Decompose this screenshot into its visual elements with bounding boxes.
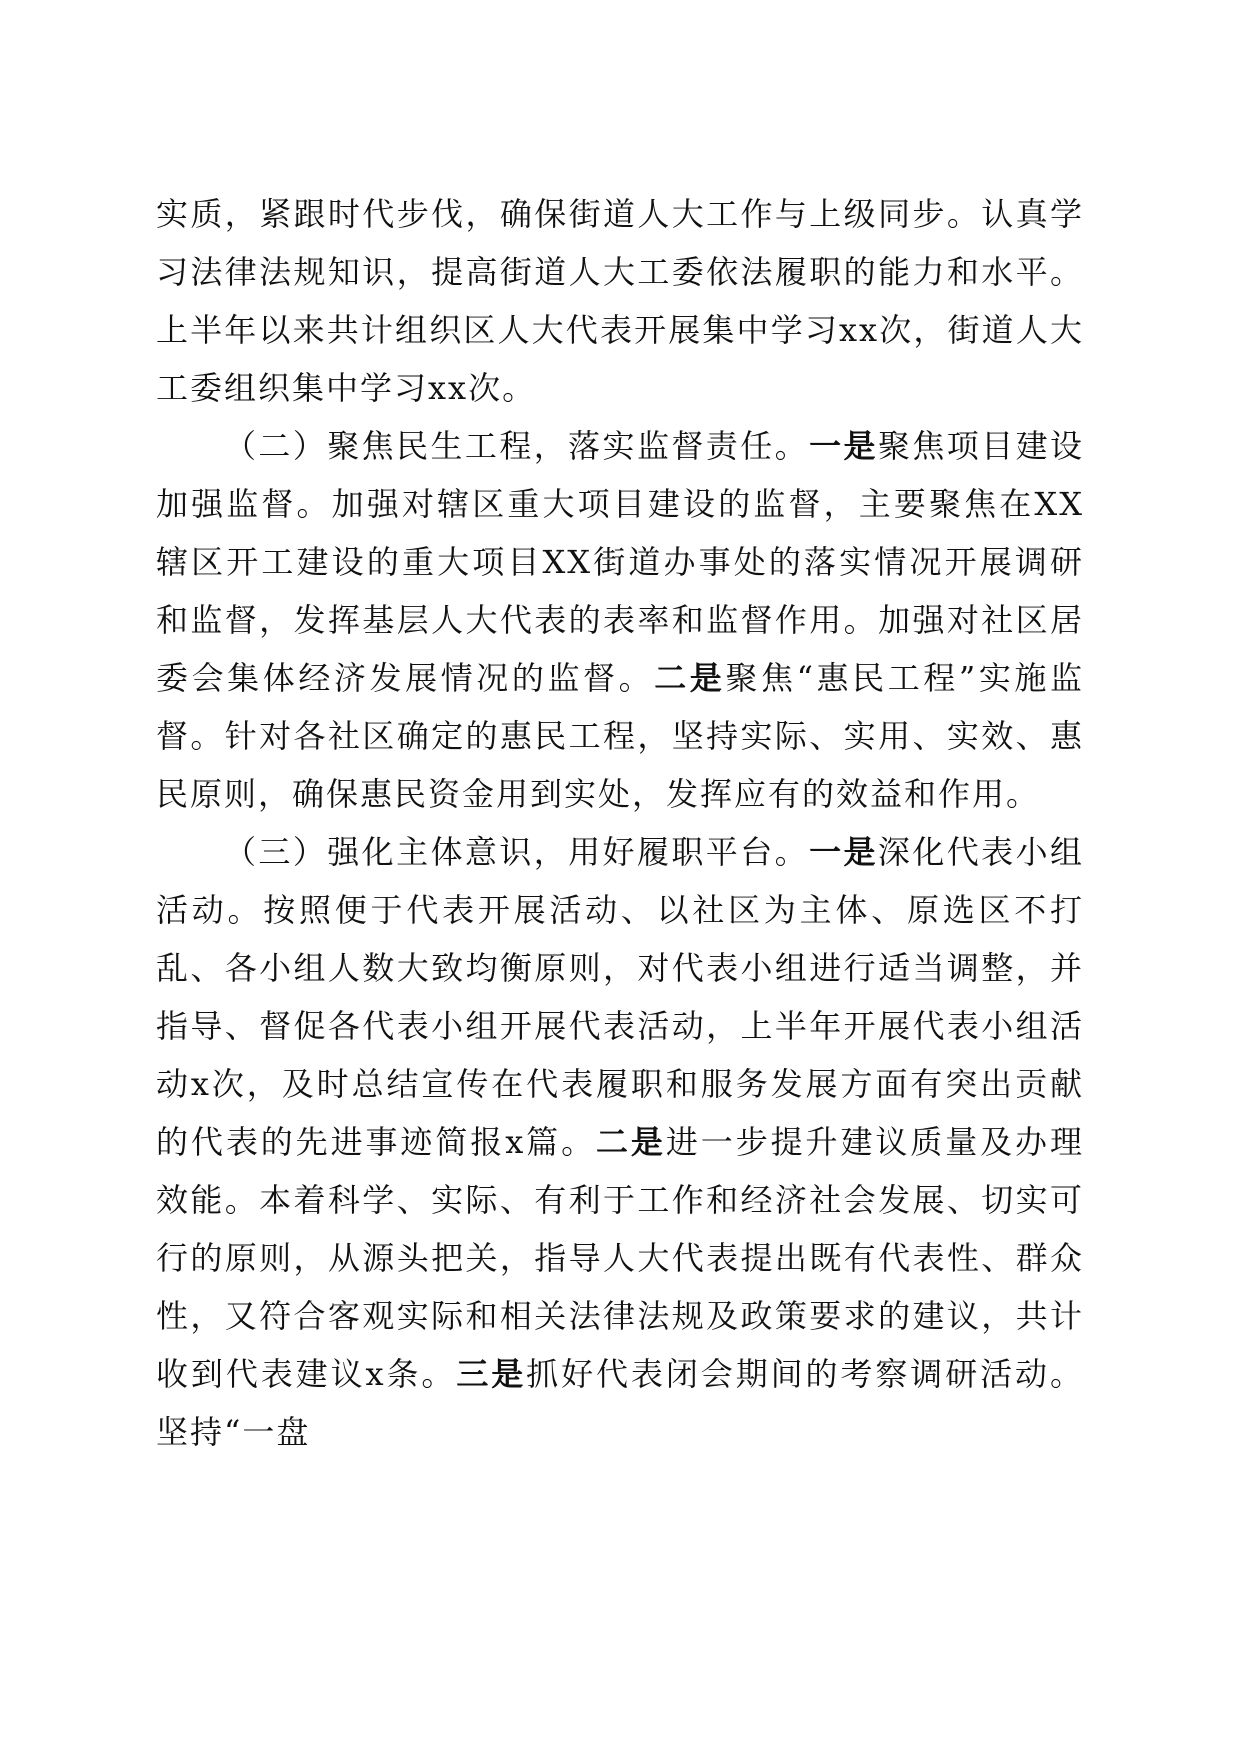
paragraph-text: 聚焦项目建设加强监督。加强对辖区重大项目建设的监督，主要聚焦在XX辖区开工建设的重大项目XX街道办事处的落实情况开展调研和监督，发挥基层人大代表的表率和监督作用。加强对社区居委会集体经济发展情况的监督。 [156,427,1084,697]
paragraph-text: 聚焦“惠民工程”实施监督。针对各社区确定的惠民工程，坚持实际、实用、实效、惠民原则，确保惠民资金用到实处，发挥应有的效益和作用。 [156,659,1084,813]
paragraph-text: 进一步提升建议质量及办理效能。本着科学、实际、有利于工作和经济社会发展、切实可行的原则，从源头把关，指导人大代表提出既有代表性、群众性，又符合客观实际和相关法律法规及政策要求的建议，共计收到代表建议x条。 [156,1123,1084,1393]
bold-marker-first: 一是 [809,833,878,871]
paragraph-text: 抓好代表闭会期间的考察调研活动。坚持“一盘 [156,1355,1084,1451]
paragraph-duty-platform [156,823,1084,1461]
bold-marker-third: 三是 [456,1355,527,1393]
section-heading: （二）聚焦民生工程，落实监督责任。 [224,427,810,465]
bold-marker-second: 二是 [654,659,726,697]
paragraph-livelihood-supervision [156,417,1084,823]
section-heading: （三）强化主体意识，用好履职平台。 [224,833,810,871]
bold-marker-second: 二是 [596,1123,666,1161]
paragraph-study [156,185,1084,417]
paragraph-text: 深化代表小组活动。按照便于代表开展活动、以社区为主体、原选区不打乱、各小组人数大致均衡原则，对代表小组进行适当调整，并指导、督促各代表小组开展代表活动，上半年开展代表小组活动x次，及时总结宣传在代表履职和服务发展方面有突出贡献的代表的先进事迹简报x篇。 [156,833,1084,1161]
paragraph-text: 实质，紧跟时代步伐，确保街道人大工作与上级同步。认真学习法律法规知识，提高街道人大工委依法履职的能力和水平。上半年以来共计组织区人大代表开展集中学习xx次，街道人大工委组织集中学习xx次。 [156,195,1084,407]
document-body [156,185,1084,1461]
bold-marker-first: 一是 [809,427,878,465]
